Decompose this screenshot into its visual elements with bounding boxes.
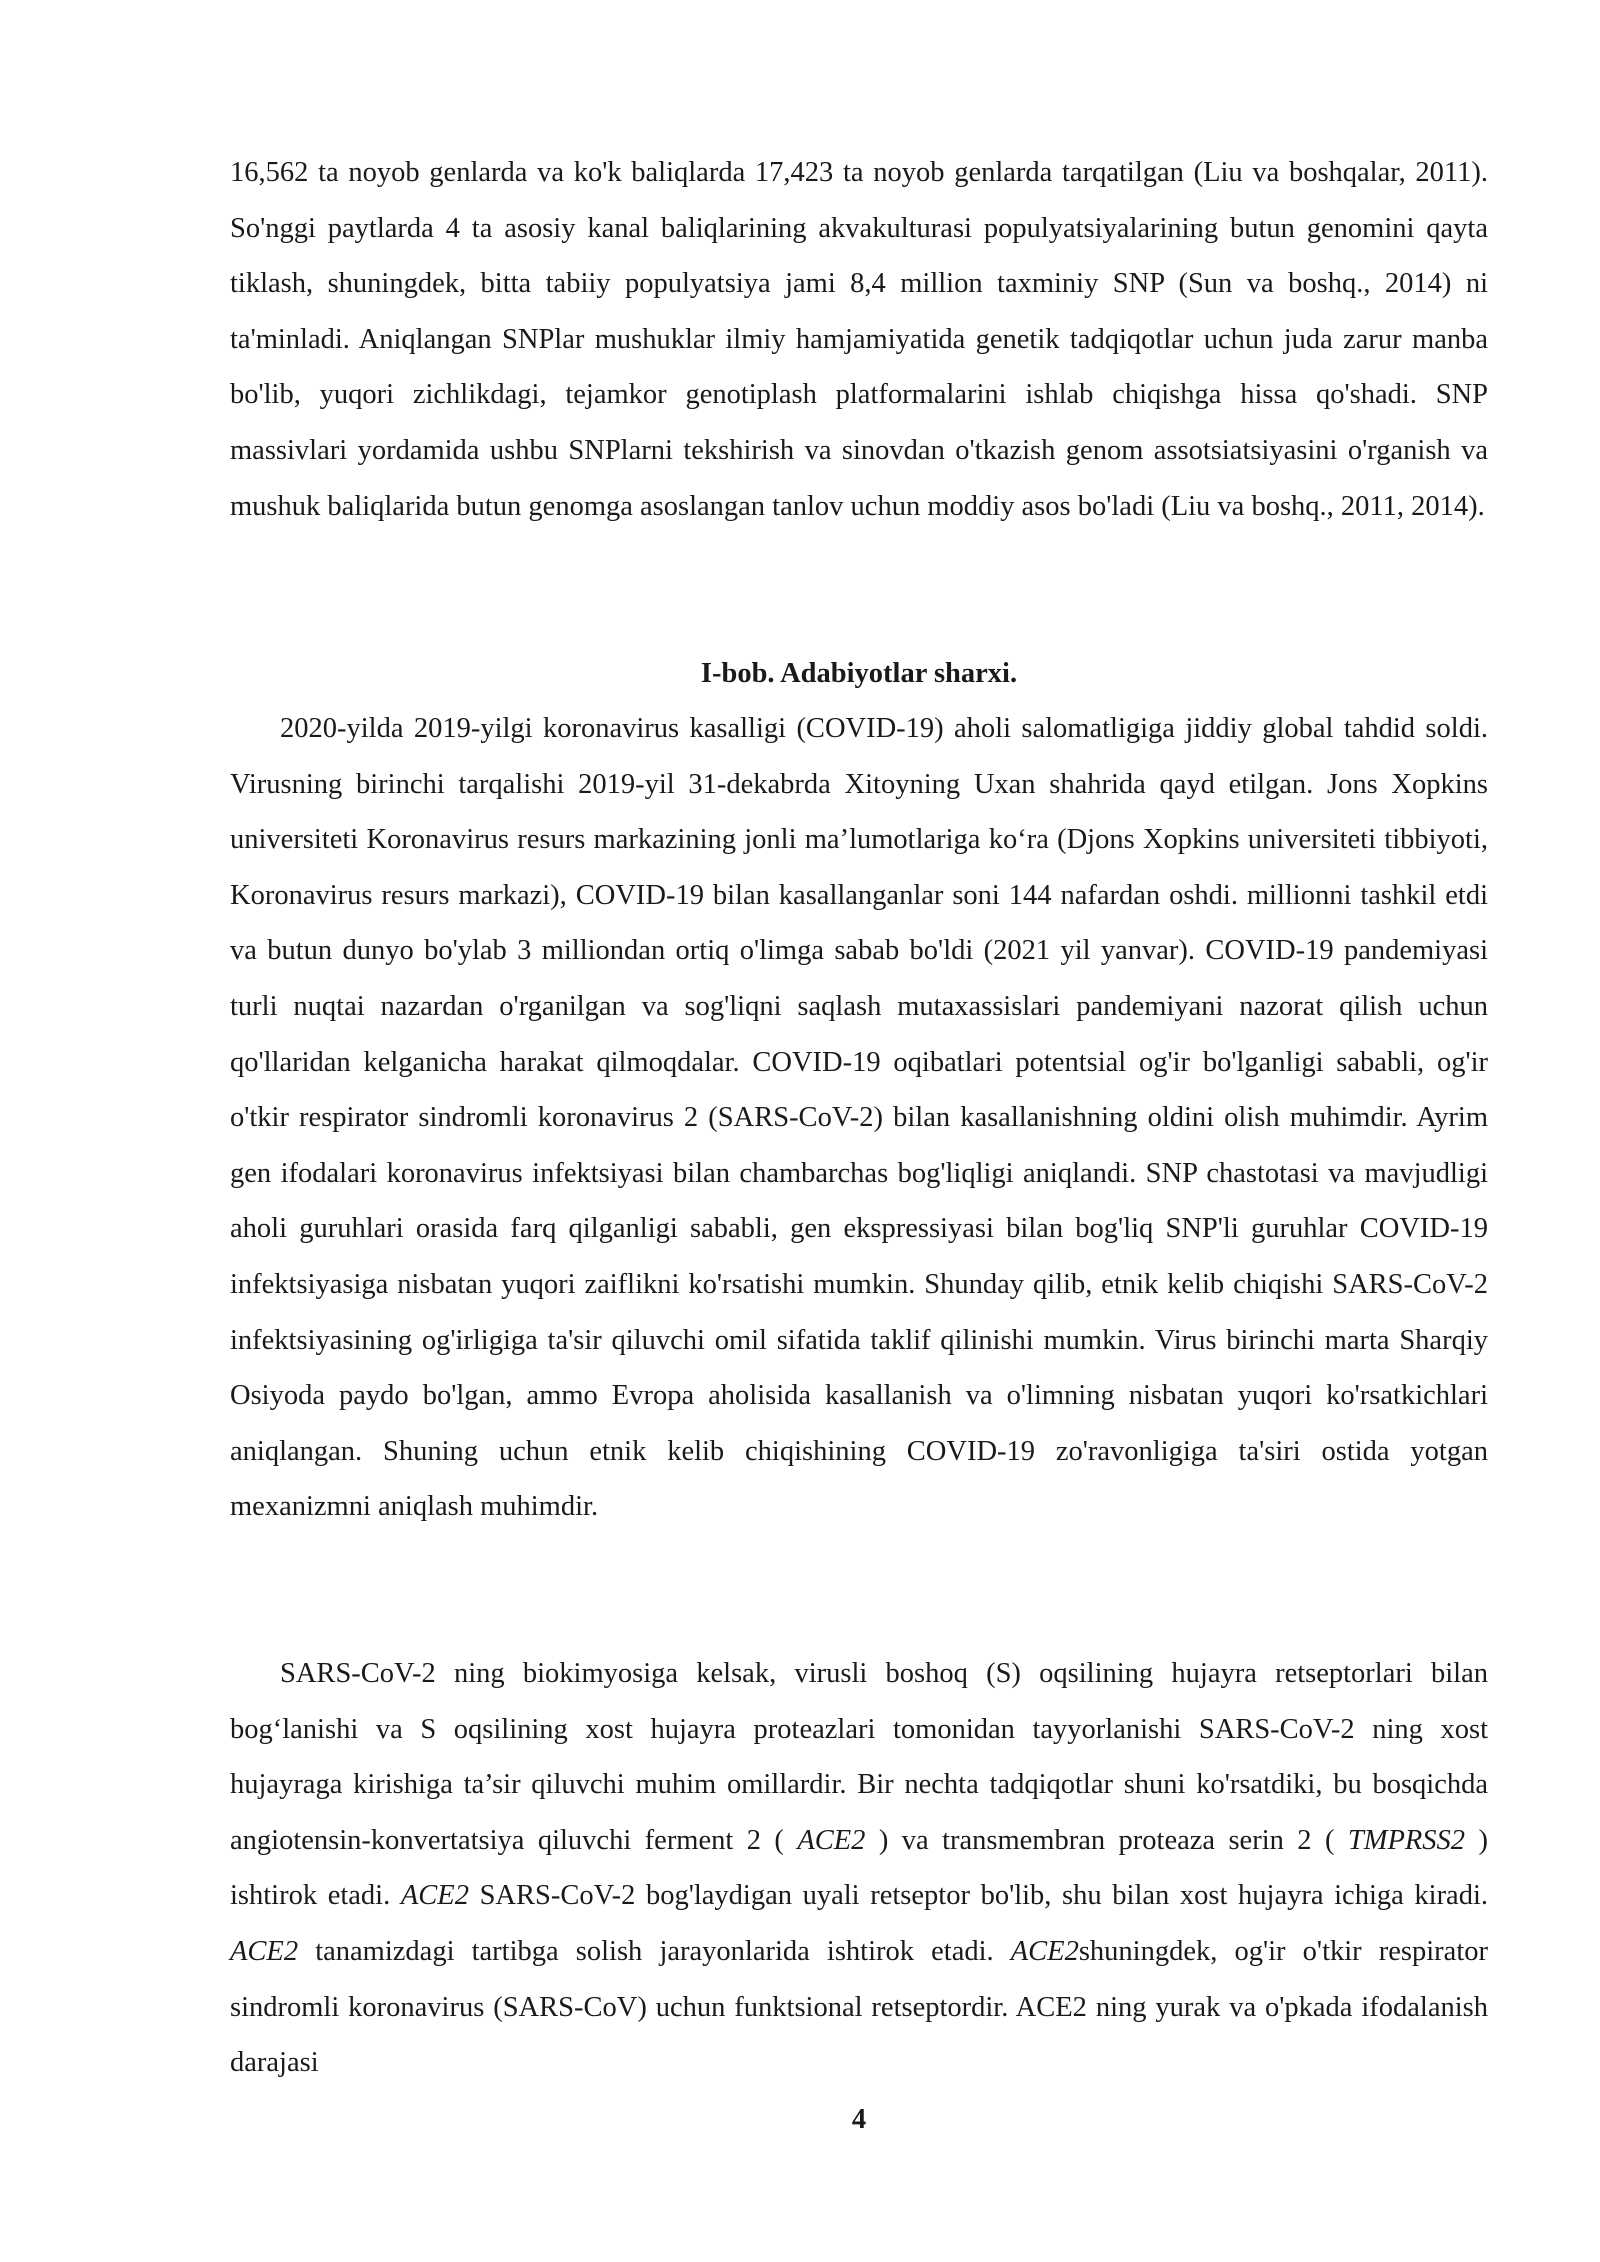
paragraph-2: 2020-yilda 2019-yilgi koronavirus kasalligi (COVID-19) aholi salomatligiga jiddiy global tahdid soldi. Virusning birinchi tarqalishi 2019-yil 31-dekabrda Xitoyning Uxan shahrida qayd etilgan. Jons Xopkins universiteti Koronavirus resurs markazining jonli ma’lumotlariga ko‘ra (Djons Xopkins universiteti tibbiyoti, Koronavirus resurs markazi), COVID-19 bilan kasallanganlar soni 144 nafardan oshdi. millionni tashkil etdi va butun dunyo bo'ylab 3 milliondan ortiq o'limga sabab bo'ldi (2021 yil yanvar). COVID-19 pandemiyasi turli nuqtai nazardan o'rganilgan va sog'liqni saqlash mutaxassislari pandemiyani nazorat qilish uchun qo'llaridan kelganicha harakat qilmoqdalar. COVID-19 oqibatlari potentsial og'ir bo'lganligi sababli, og'ir o'tkir respirator sindromli koronavirus 2 (SARS-CoV-2) bilan kasallanishning oldini olish muhimdir. Ayrim gen ifodalari koronavirus infektsiyasi bilan chambarchas bog'liqligi aniqlandi. SNP chastotasi va mavjudligi aholi guruhlari orasida farq qilganligi sababli, gen ekspressiyasi bilan bog'liq SNP'li guruhlar COVID-19 infektsiyasiga nisbatan yuqori zaiflikni ko'rsatishi mumkin. Shunday qilib, etnik kelib chiqishi SARS-CoV-2 infektsiyasining og'irligiga ta'sir qiluvchi omil sifatida taklif qilinishi mumkin. Virus birinchi marta Sharqiy Osiyoda paydo bo'lgan, ammo Evropa aholisida kasallanish va o'limning nisbatan yuqori ko'rsatkichlari aniqlangan. Shuning uchun etnik kelib chiqishining COVID-19 zo'ravonligiga ta'siri ostida yotgan mexanizmni aniqlash muhimdir. — [230, 713, 1488, 1523]
paragraph-1: 16,562 ta noyob genlarda va ko'k baliqlarda 17,423 ta noyob genlarda tarqatilgan (Liu va boshqalar, 2011). So'nggi paytlarda 4 ta asosiy kanal baliqlarining akvakulturasi populyatsiyalarining butun genomini qayta tiklash, shuningdek, bitta tabiiy populyatsiya jami 8,4 million taxminiy SNP (Sun va boshq., 2014) ni ta'minladi. Aniqlangan SNPlar mushuklar ilmiy hamjamiyatida genetik tadqiqotlar uchun juda zarur manba bo'lib, yuqori zichlikdagi, tejamkor genotiplash platformalarini ishlab chiqishga hissa qo'shadi. SNP massivlari yordamida ushbu SNPlarni tekshirish va sinovdan o'tkazish genom assotsiatsiyasini o'rganish va mushuk baliqlarida butun genomga asoslangan tanlov uchun moddiy asos bo'ladi (Liu va boshq., 2011, 2014). — [230, 157, 1488, 522]
paragraph-3-text: ) va transmembran proteaza serin 2 ( — [865, 1824, 1348, 1856]
paragraph-3-text: shuningdek, og'ir o'tkir respirator sindromli koronavirus (SARS-CoV) uchun funktsional retseptordir. ACE2 ning yurak va o'pkada ifodalanish darajasi — [230, 1935, 1488, 2079]
paragraph-3 — [230, 1646, 1488, 2091]
gene-name: ACE2 — [400, 1880, 469, 1912]
gene-name: ACE2 — [1010, 1935, 1079, 1967]
paragraph-3-text: tanamizdagi tartibga solish jarayonlarida ishtirok etadi. — [298, 1935, 1011, 1967]
paragraph-3-text: SARS-CoV-2 bog'laydigan uyali retseptor bo'lib, shu bilan xost hujayra ichiga kiradi. — [468, 1880, 1488, 1912]
page-number-container — [230, 2100, 1488, 2140]
page-number: 4 — [851, 2104, 867, 2135]
paragraph-3-text: ) ishtirok etadi. — [230, 1824, 1488, 1912]
gene-name: ACE2 — [797, 1824, 866, 1856]
gene-name: TMPRSS2 — [1347, 1824, 1466, 1856]
section-heading: I-bob. Adabiyotlar sharxi. — [700, 658, 1018, 689]
gene-name: ACE2 — [230, 1935, 299, 1967]
paragraph-3-text: SARS-CoV-2 ning biokimyosiga kelsak, virusli boshoq (S) oqsilining hujayra retseptorlari bilan bog‘lanishi va S oqsilining xost hujayra proteazlari tomonidan tayyorlanishi SARS-CoV-2 ning xost hujayraga kirishiga ta’sir qiluvchi muhim omillardir. Bir nechta tadqiqotlar shuni ko'rsatdiki, bu bosqichda angiotensin-konvertatsiya qiluvchi ferment 2 ( — [230, 1658, 1488, 1856]
